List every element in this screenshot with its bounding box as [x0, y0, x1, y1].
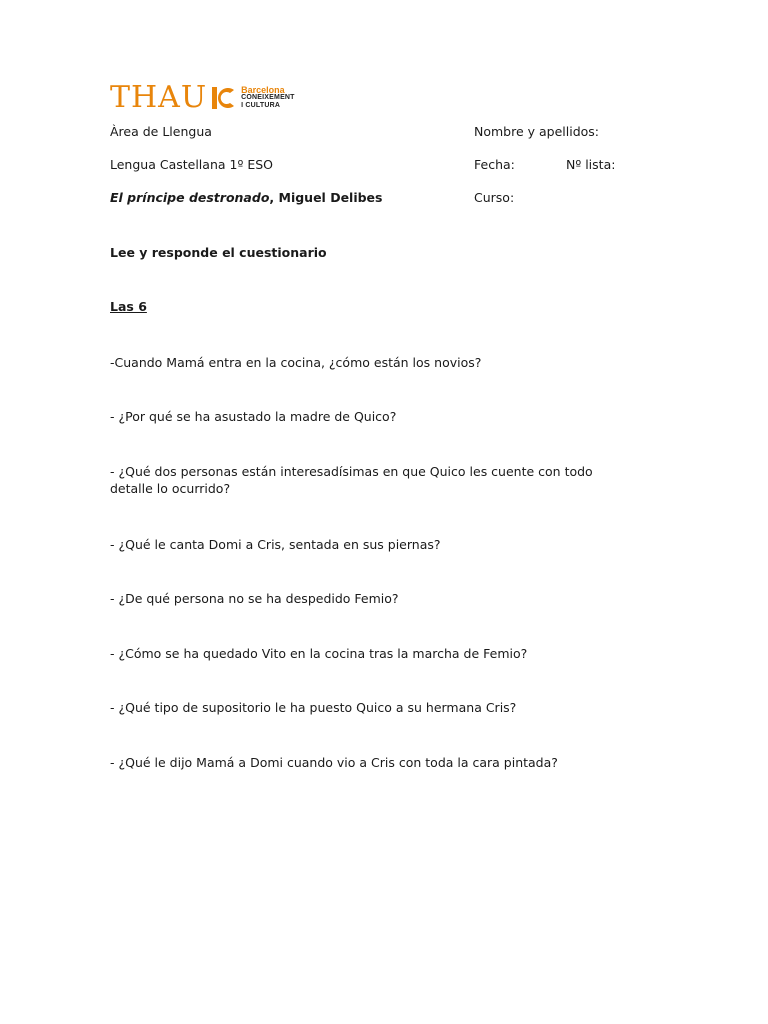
logo-wordmark: THAU — [110, 80, 208, 115]
area-label: Àrea de Llengua — [110, 124, 212, 139]
logo-tagline-1: CONEIXEMENT — [241, 94, 295, 101]
question-5: - ¿De qué persona no se ha despedido Femio? — [110, 591, 399, 606]
section-title: Las 6 — [110, 299, 147, 314]
logo-tagline-2: I CULTURA — [241, 102, 281, 109]
instruction-heading: Lee y responde el cuestionario — [110, 245, 327, 260]
logo-city: Barcelona — [241, 85, 285, 95]
book-reference — [110, 190, 382, 206]
question-6: - ¿Cómo se ha quedado Vito en la cocina tras la marcha de Femio? — [110, 646, 528, 661]
list-number-label: Nº lista: — [566, 157, 616, 172]
question-7: - ¿Qué tipo de supositorio le ha puesto Quico a su hermana Cris? — [110, 700, 517, 715]
date-label: Fecha: — [474, 157, 515, 172]
logo-c-mark-icon — [209, 84, 237, 112]
question-2: - ¿Por qué se ha asustado la madre de Quico? — [110, 409, 397, 424]
question-1: -Cuando Mamá entra en la cocina, ¿cómo están los novios? — [110, 355, 482, 370]
book-title: El príncipe destronado — [110, 190, 270, 205]
question-3: - ¿Qué dos personas están interesadísimas en que Quico les cuente con todo detalle lo ocurrido? — [110, 464, 593, 496]
thau-logo — [110, 82, 295, 114]
grade-label: Curso: — [474, 190, 515, 205]
book-author: , Miguel Delibes — [269, 190, 383, 205]
name-label: Nombre y apellidos: — [474, 124, 600, 139]
question-4: - ¿Qué le canta Domi a Cris, sentada en sus piernas? — [110, 537, 441, 552]
question-8: - ¿Qué le dijo Mamá a Domi cuando vio a Cris con toda la cara pintada? — [110, 755, 558, 770]
course-label: Lengua Castellana 1º ESO — [110, 157, 273, 172]
logo-subtitle — [241, 86, 295, 110]
